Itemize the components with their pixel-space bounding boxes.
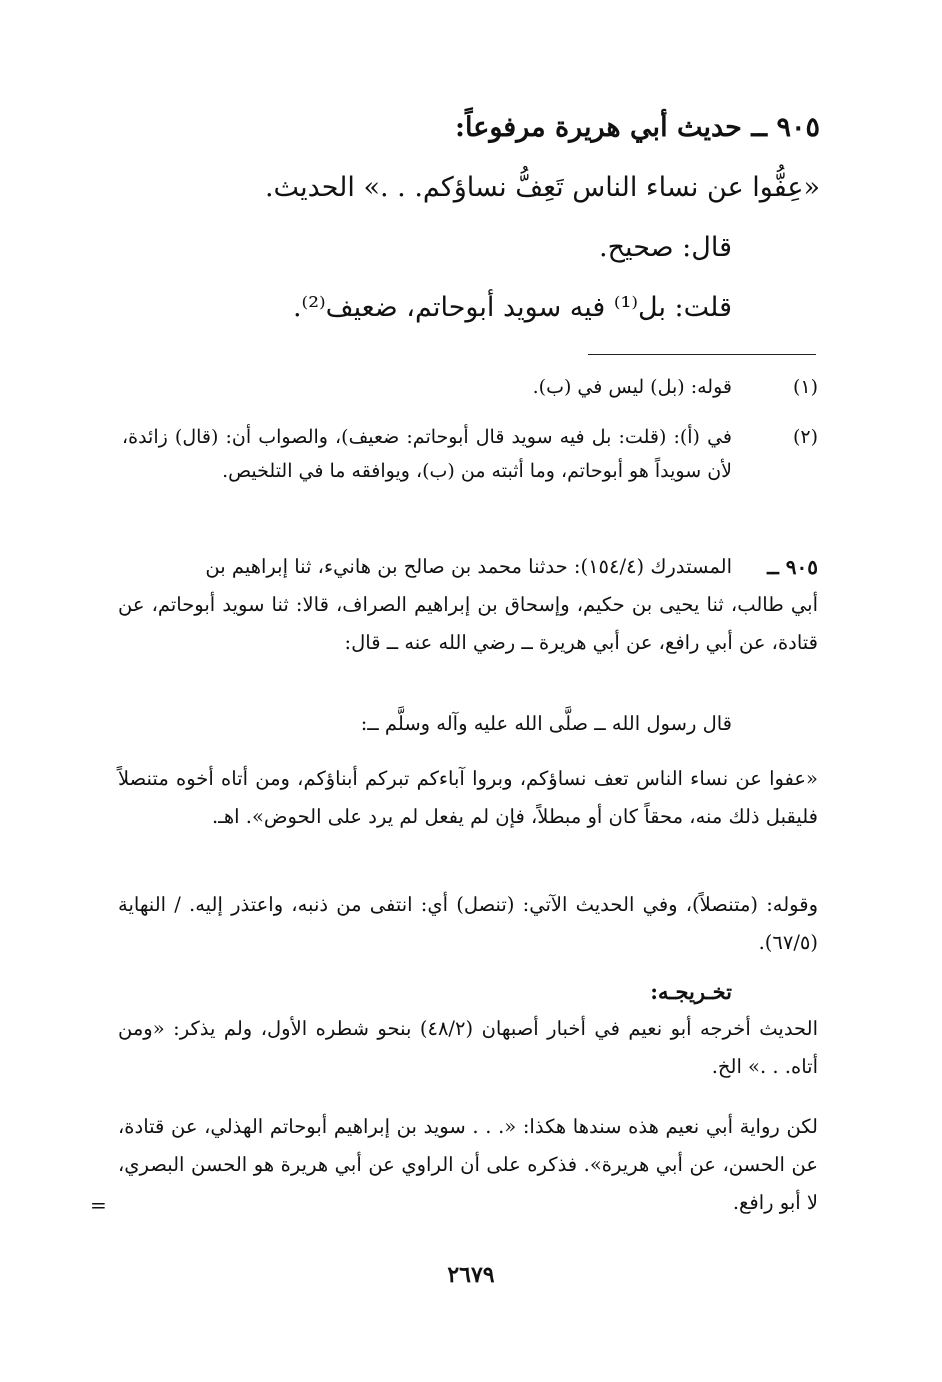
footnote-text: قوله: (بل) ليس في (ب). <box>532 376 732 398</box>
footnote-separator <box>588 354 816 355</box>
hadith-heading: ٩٠٥ ــ حديث أبي هريرة مرفوعاً: <box>455 112 820 143</box>
hadith-text: «عفوا عن نساء الناس تعف نساؤكم، وبروا آباءكم تبركم أبناؤكم، ومن أتاه أخوه متنصلاً فليقبل ذلك منه، محقاً كان أو مبطلاً، فإن لم يفعل لم يرد على الحوض». اهـ. <box>118 767 818 828</box>
footnote-number: (١) <box>792 376 818 398</box>
ruling-line: قال: صحيح. <box>599 232 732 263</box>
prophet-line: قال رسول الله ــ صلَّى الله عليه وآله وسلَّم ــ: <box>360 712 732 735</box>
takhrij-title: تخـريجـه: <box>650 979 732 1004</box>
mustadrak-isnad: أبي طالب، ثنا يحيى بن حكيم، وإسحاق بن إبراهيم الصراف، قالا: ثنا سويد أبوحاتم، عن قتادة، عن أبي رافع، عن أبي هريرة ــ رضي الله عنه ــ قال: <box>118 593 818 654</box>
mustadrak-first-line: المستدرك (١٥٤/٤): حدثنا محمد بن صالح بن هانيء، ثنا إبراهيم بن <box>205 555 732 578</box>
footnote-number: (٢) <box>792 426 818 448</box>
word-note: وقوله: (متنصلاً)، وفي الحديث الآتي: (تنصل) أي: انتفى من ذنبه، واعتذر إليه. / النهاية (٦٧/٥). <box>118 893 818 954</box>
takhrij-paragraph: لكن رواية أبي نعيم هذه سندها هكذا: «. . . سويد بن إبراهيم أبوحاتم الهذلي، عن قتادة، عن الحسن، عن أبي هريرة». فذكره على أن الراوي عن أبي هريرة هو الحسن البصري، لا أبو رافع. <box>118 1115 818 1214</box>
comment-line: قلت: بل⁽¹⁾ فيه سويد أبوحاتم، ضعيف⁽²⁾. <box>292 292 732 323</box>
page-number: ٢٦٧٩ <box>447 1262 495 1288</box>
continuation-mark: = <box>90 1193 107 1217</box>
entry-number: ٩٠٥ ــ <box>767 555 818 579</box>
takhrij-paragraph: الحديث أخرجه أبو نعيم في أخبار أصبهان (٤٨/٢) بنحو شطره الأول، ولم يذكر: «ومن أتاه. . .» الخ. <box>118 1017 819 1078</box>
hadith-quote: «عِفُّوا عن نساء الناس تَعِفُّ نساؤكم. . .» الحديث. <box>264 172 820 203</box>
footnote-text: في (أ): (قلت: بل فيه سويد قال أبوحاتم: ضعيف)، والصواب أن: (قال) زائدة، لأن سويداً هو أبوحاتم، وما أثبته من (ب)، ويوافقه ما في التلخيص. <box>122 426 732 482</box>
